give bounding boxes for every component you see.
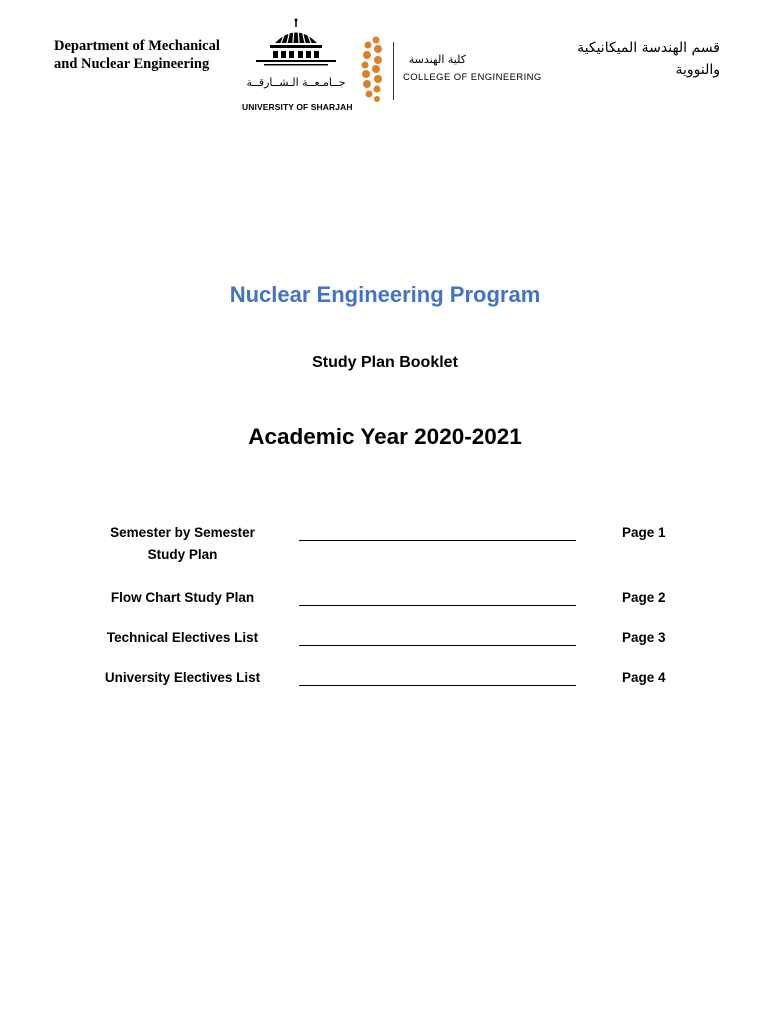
department-name-english-line2: and Nuclear Engineering — [54, 56, 210, 72]
department-name-english — [54, 37, 254, 73]
toc-label-line2: Study Plan — [147, 547, 218, 562]
toc-leader-line — [299, 685, 576, 686]
department-name-english-line1: Department of Mechanical — [54, 38, 220, 54]
toc-label — [100, 522, 265, 566]
university-name-english: UNIVERSITY OF SHARJAH — [242, 102, 353, 112]
program-title: Nuclear Engineering Program — [229, 282, 541, 307]
department-name-arabic-line2: والنووية — [675, 62, 720, 78]
college-mark-icon — [356, 36, 388, 104]
department-name-arabic — [520, 37, 720, 81]
toc-label-line1: Semester by Semester — [110, 525, 255, 540]
toc-row — [0, 667, 770, 707]
toc-label: University Electives List — [104, 670, 261, 685]
toc-leader-line — [299, 540, 576, 541]
university-name-arabic: جــامـعــة الـشــارقــة — [246, 76, 346, 89]
toc-row — [0, 587, 770, 627]
toc-page-number: Page 3 — [622, 630, 666, 645]
college-name-arabic: كلية الهندسة — [408, 53, 466, 66]
toc-row — [0, 522, 770, 562]
dome-logo-icon — [254, 18, 338, 76]
toc-label: Flow Chart Study Plan — [110, 590, 255, 605]
booklet-subtitle: Study Plan Booklet — [312, 354, 458, 371]
toc-leader-line — [299, 605, 576, 606]
university-logo — [240, 18, 352, 114]
toc-label: Technical Electives List — [106, 630, 259, 645]
toc-page-number: Page 4 — [622, 670, 666, 685]
toc-page-number: Page 2 — [622, 590, 666, 605]
toc-leader-line — [299, 645, 576, 646]
college-name-english: COLLEGE OF ENGINEERING — [403, 72, 542, 83]
department-name-arabic-line1: قسم الهندسة الميكانيكية — [577, 40, 720, 56]
logo-divider — [393, 42, 394, 100]
academic-year: Academic Year 2020-2021 — [248, 424, 522, 449]
toc-row — [0, 627, 770, 667]
toc-page-number: Page 1 — [622, 525, 666, 540]
